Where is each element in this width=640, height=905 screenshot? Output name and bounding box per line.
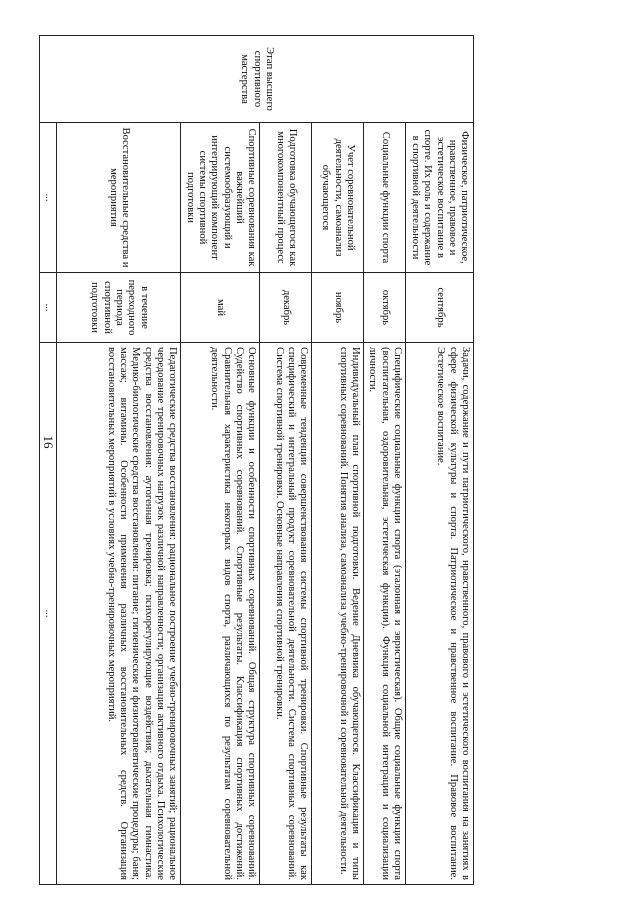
topic-cell: Социальные функции спорта (364, 123, 406, 273)
topic-cell: Подготовка обучающегося как многокомпонентный процесс (260, 123, 312, 273)
month-cell: май (181, 273, 260, 343)
content-cell: Специфические социальные функции спорта (эталонная и эвристическая). Общие социальные функции спорта (воспитательная, оздоровительная, эстетическая функции). Функция социальной интеграции и социализации личности. (364, 343, 406, 885)
month-cell: декабрь (260, 273, 312, 343)
content-cell: Индивидуальный план спортивной подготовки. Ведение Дневника обучающегося. Классификация и типы спортивных соревнований. Понятия анализа, самоанализа учебно-тренировочной и соревновательной деятельности. (312, 343, 364, 885)
month-cell: ... (40, 273, 57, 343)
month-cell: октябрь (364, 273, 406, 343)
topic-cell: Спортивные соревнования как важнейший системообразующий и интегрирующий компонент системы спортивной подготовки (181, 123, 260, 273)
page-number: 16 (41, 435, 56, 449)
topic-cell: Учет соревновательной деятельности, самоанализ обучающегося (312, 123, 364, 273)
month-cell: в течение переходного периода спортивной подготовки (57, 273, 181, 343)
topic-cell: ... (40, 123, 57, 273)
topic-cell: Физическое, патриотическое, нравственное, правовое и эстетическое воспитание в спорте. Их роль и содержание в спортивной деятельности (406, 123, 474, 273)
content-cell: Педагогические средства восстановления: рациональное построение учебно-тренировочных занятий; рациональное чередование тренировочных нагрузок различной направленности; организация активного отдыха. Психологические средства восстановления: аутогенная тренировка; психорегулирующие воздействия; дыхательная гимнастика. Медико-биологические средства восстановления: питание; гигиенические и физиотерапевтические процедуры; баня; массаж; витамины. Особенности применения различных восстановительных средств. Организация восстановительных мероприятий в условиях учебно-тренировочных мероприятий. (57, 343, 181, 885)
curriculum-table (39, 35, 474, 885)
content-cell: Современные тенденции совершенствования системы спортивной тренировки. Спортивные результаты как специфический и интегральный продукт соревновательной деятельности. Система спортивных соревнований. Система спортивной тренировки. Основные направления спортивной тренировки. (260, 343, 312, 885)
content-cell: ... (40, 343, 57, 885)
content-cell: Основные функции и особенности спортивных соревнований. Общая структура спортивных соревнований. Судейство спортивных соревнований. Спортивные результаты. Классификация спортивных достижений. Сравнительная характеристика некоторых видов спорта, различающихся по результатам соревновательной деятельности. (181, 343, 260, 885)
topic-cell: Восстановительные средства и мероприятия (57, 123, 181, 273)
month-cell: сентябрь (406, 273, 474, 343)
month-cell: ноябрь (312, 273, 364, 343)
stage-cell: Этап высшего спортивного мастерства (40, 36, 474, 123)
content-cell: Задачи, содержание и пути патриотического, нравственного, правового и эстетического воспитания на занятиях в сфере физической культуры и спорта. Патриотическое и нравственное воспитание. Правовое воспитание. Эстетическое воспитание. (406, 343, 474, 885)
